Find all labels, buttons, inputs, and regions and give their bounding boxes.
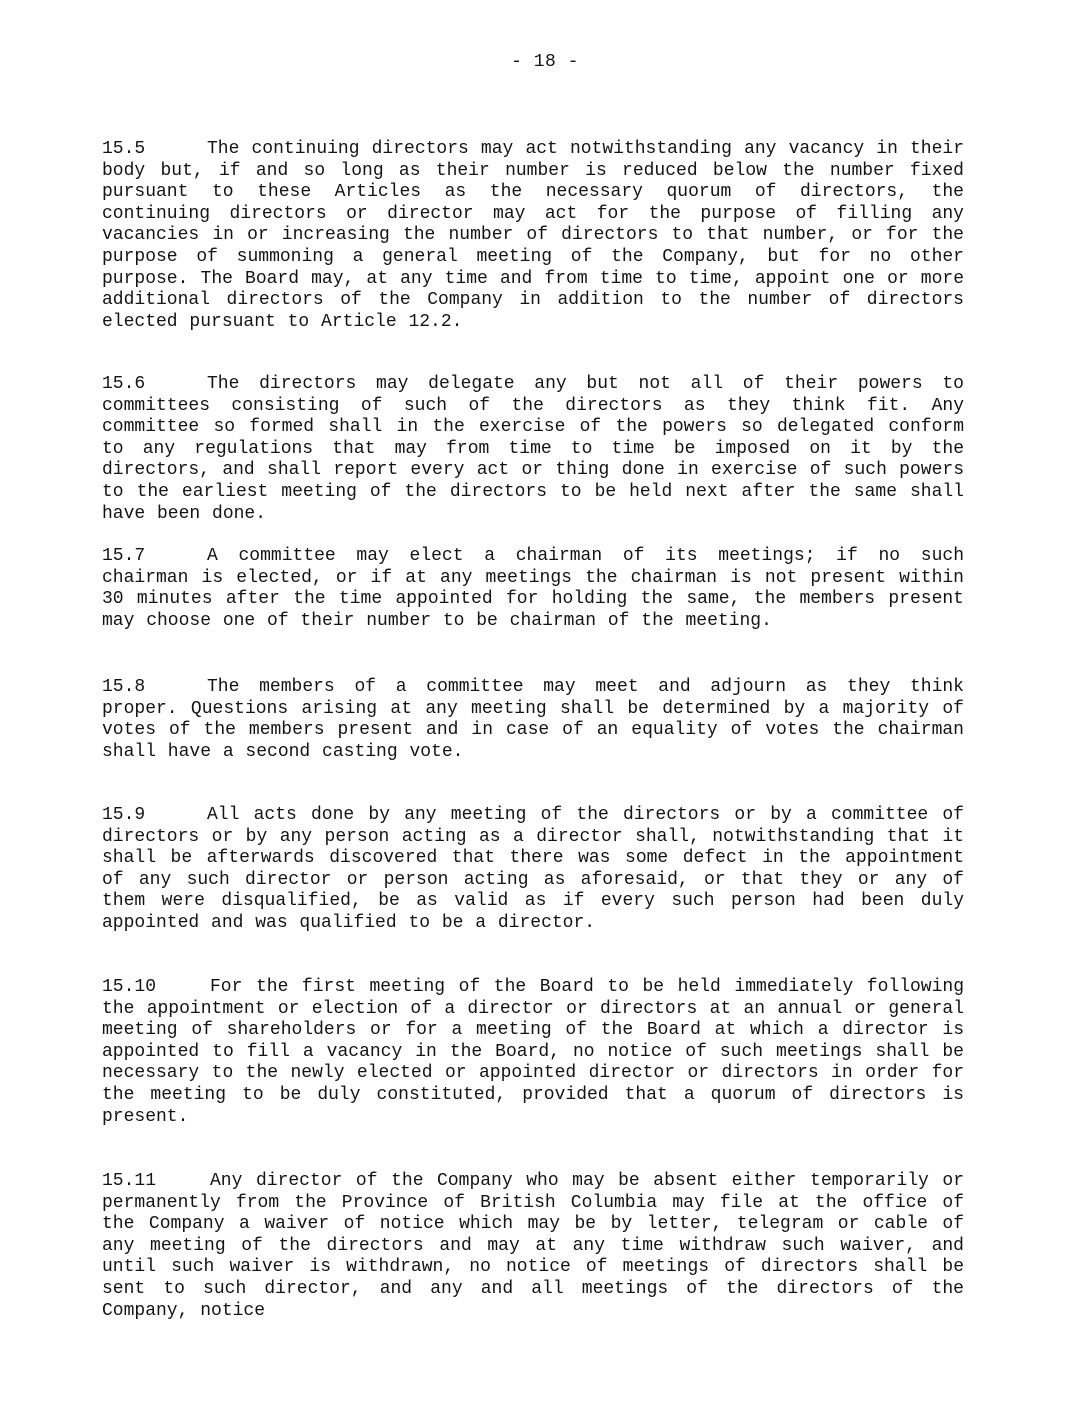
clause-number: 15.5 — [102, 139, 146, 159]
clause-text: The directors may delegate any but not all of their powers to committees consisting of such of the directors as they think fit. Any committee so formed shall in the exercise of the powers so delegated conform to any regulations that may from time to time be imposed on it by the directors, and shall report every act or thing done in exercise of such powers to the earliest meeting of the directors to be held next after the same shall have been done. — [102, 374, 964, 524]
clause-15-5 — [102, 139, 964, 333]
clause-15-11 — [102, 1171, 964, 1322]
clause-15-7 — [102, 546, 964, 632]
clause-number: 15.7 — [102, 546, 146, 566]
clause-number: 15.6 — [102, 374, 146, 394]
clause-15-8 — [102, 677, 964, 763]
clause-15-10 — [102, 977, 964, 1128]
clause-text: The members of a committee may meet and adjourn as they think proper. Questions arising at any meeting shall be determined by a majority of votes of the members present and in case of an equality of votes the chairman shall have a second casting vote. — [102, 677, 964, 762]
clause-15-9 — [102, 805, 964, 935]
clause-15-6 — [102, 374, 964, 525]
clause-text: A committee may elect a chairman of its meetings; if no such chairman is elected, or if at any meetings the chairman is not present within 30 minutes after the time appointed for holding the same, the members present may choose one of their number to be chairman of the meeting. — [102, 546, 964, 631]
clause-number: 15.11 — [102, 1171, 157, 1191]
clause-text: For the first meeting of the Board to be held immediately following the appointment or election of a director or directors at an annual or general meeting of shareholders or for a meeting of the Board at which a director is appointed to fill a vacancy in the Board, no notice of such meetings shall be necessary to the newly elected or appointed director or directors in order for the meeting to be duly constituted, provided that a quorum of directors is present. — [102, 977, 964, 1127]
clause-text: The continuing directors may act notwithstanding any vacancy in their body but, if and so long as their number is reduced below the number fixed pursuant to these Articles as the necessary quorum of directors, the continuing directors or director may act for the purpose of filling any vacancies in or increasing the number of directors to that number, or for the purpose of summoning a general meeting of the Company, but for no other purpose. The Board may, at any time and from time to time, appoint one or more additional directors of the Company in addition to the number of directors elected pursuant to Article 12.2. — [102, 139, 964, 332]
clause-number: 15.10 — [102, 977, 157, 997]
page-number: - 18 - — [511, 52, 579, 72]
clause-text: Any director of the Company who may be absent either temporarily or permanently from the Province of British Columbia may file at the office of the Company a waiver of notice which may be by letter, telegram or cable of any meeting of the directors and may at any time withdraw such waiver, and until such waiver is withdrawn, no notice of meetings of directors shall be sent to such director, and any and all meetings of the directors of the Company, notice — [102, 1171, 964, 1321]
clause-text: All acts done by any meeting of the directors or by a committee of directors or by any person acting as a director shall, notwithstanding that it shall be afterwards discovered that there was some defect in the appointment of any such director or person acting as aforesaid, or that they or any of them were disqualified, be as valid as if every such person had been duly appointed and was qualified to be a director. — [102, 805, 964, 933]
clause-number: 15.8 — [102, 677, 146, 697]
clause-number: 15.9 — [102, 805, 146, 825]
